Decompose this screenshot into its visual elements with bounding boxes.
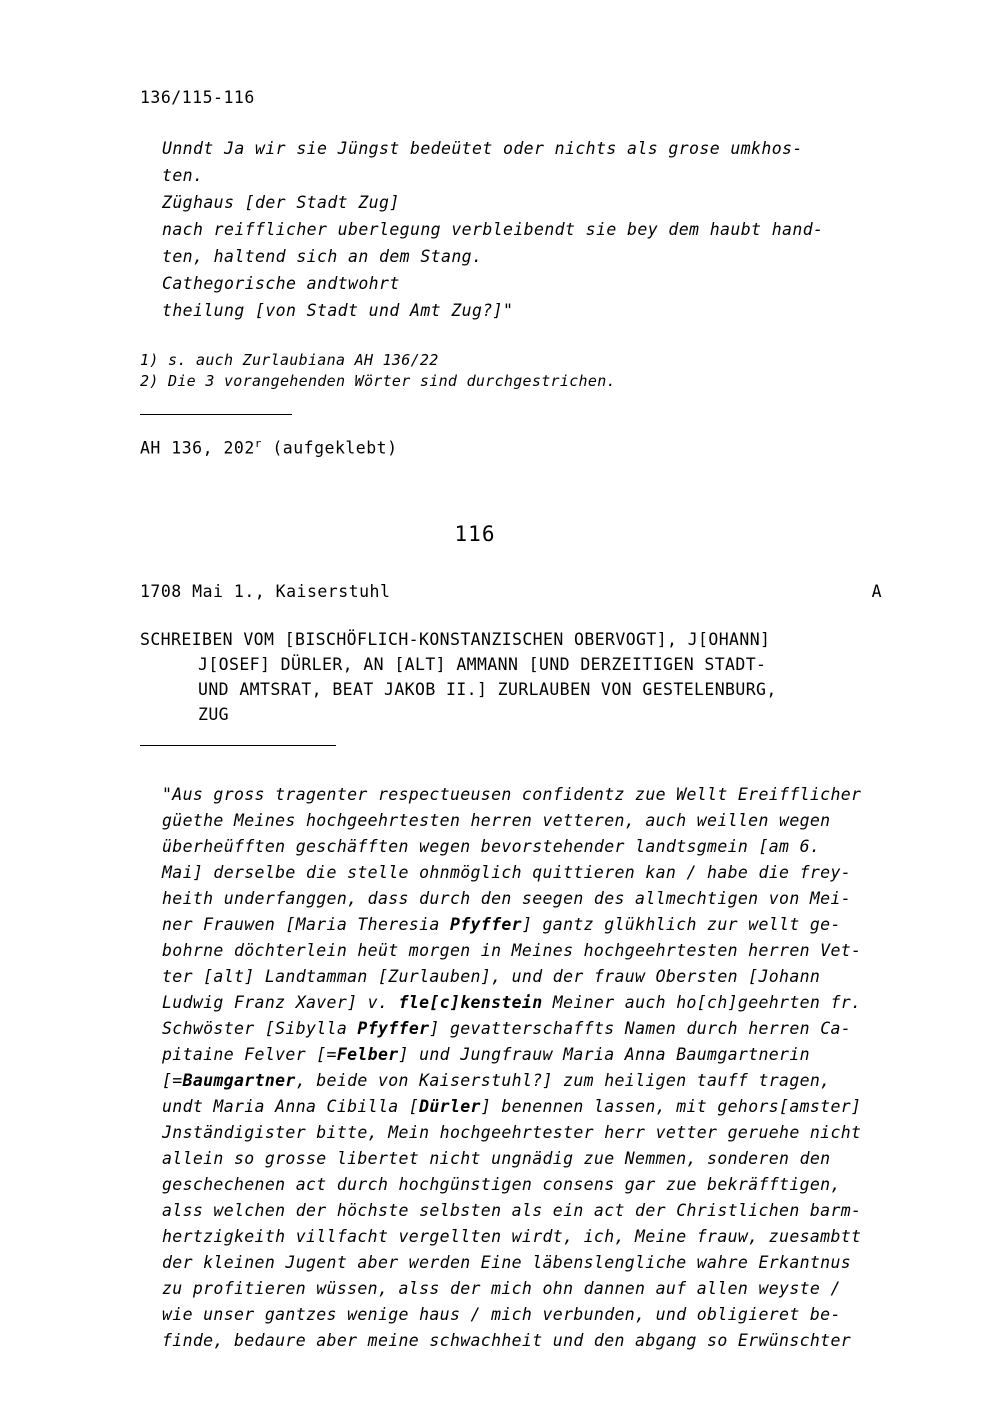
letter-line xyxy=(162,1016,900,1042)
date-place: 1708 Mai 1., Kaiserstuhl xyxy=(140,581,391,601)
source-superscript: r xyxy=(254,437,262,450)
letter-text: ] und Jungfrauw Maria Anna Baumgartnerin xyxy=(398,1044,810,1064)
quote-excerpt xyxy=(162,135,900,324)
letter-text: überheüfften geschäfften wegen bevorstehender landtsgmein [am 6. xyxy=(162,836,821,856)
letter-line xyxy=(162,834,900,860)
letter-line xyxy=(162,1328,900,1354)
source-suffix: (aufgeklebt) xyxy=(261,438,398,458)
letter-text: alss welchen der höchste selbsten als ein act der Christlichen barm- xyxy=(162,1200,862,1220)
letter-line xyxy=(162,1146,900,1172)
letter-line xyxy=(162,938,900,964)
letter-line xyxy=(162,1172,900,1198)
letter-text: ] gevatterschaffts Namen durch herren Ca- xyxy=(429,1018,852,1038)
letter-line xyxy=(162,1198,900,1224)
letter-line xyxy=(162,1094,900,1120)
letter-text: heith underfanggen, dass durch den seegen des allmechtigen von Mei- xyxy=(162,888,852,908)
title-line: UND AMTSRAT, BEAT JAKOB II.] ZURLAUBEN VON GESTELENBURG, xyxy=(198,679,777,699)
quote-line: ten. xyxy=(162,166,204,185)
quote-line: theilung [von Stadt und Amt Zug?]" xyxy=(162,301,514,320)
letter-text: wie unser gantzes wenige haus / mich verbunden, und obligieret be- xyxy=(162,1304,841,1324)
quote-line: Cathegorische andtwohrt xyxy=(162,274,400,293)
quote-line: ten, haltend sich an dem Stang. xyxy=(162,247,483,266)
letter-line xyxy=(162,886,900,912)
letter-text: ter [alt] Landtamman [Zurlauben], und der frauw Obersten [Johann xyxy=(162,966,821,986)
dateline xyxy=(140,582,900,601)
letter-text: [= xyxy=(162,1070,183,1090)
letter-text: Jnständigister bitte, Mein hochgeehrtester herr vetter geruehe nicht xyxy=(162,1122,862,1142)
letter-text: der kleinen Jugent aber werden Eine läbenslengliche wahre Erkantnus xyxy=(162,1252,852,1272)
letter-text: güethe Meines hochgeehrtesten herren vetteren, auch weillen wegen xyxy=(162,810,831,830)
document-title xyxy=(140,627,900,727)
letter-text: "Aus gross tragenter respectueusen confidentz zue Wellt Ereifflicher xyxy=(162,784,862,804)
letter-text: hertzigkeith villfacht vergellten wirdt, ich, Meine frauw, zuesambtt xyxy=(162,1226,862,1246)
letter-text: bohrne döchterlein heüt morgen in Meines hochgeehrtesten herren Vet- xyxy=(162,940,862,960)
letter-text: ] gantz glükhlich zur wellt ge- xyxy=(521,914,841,934)
letter-line xyxy=(162,1276,900,1302)
letter-text: , beide von Kaiserstuhl?] zum heiligen tauff tragen, xyxy=(295,1070,831,1090)
letter-line xyxy=(162,1068,900,1094)
emphasized-name: Pfyffer xyxy=(449,914,522,934)
emphasized-name: Dürler xyxy=(419,1096,481,1116)
letter-line xyxy=(162,1302,900,1328)
letter-text: zu profitieren wüssen, alss der mich ohn dannen auf allen weyste / xyxy=(162,1278,841,1298)
letter-text: pitaine Felver [= xyxy=(162,1044,337,1064)
footnote-item: 1) s. auch Zurlaubiana AH 136/22 xyxy=(140,351,439,369)
title-line: SCHREIBEN VOM [BISCHÖFLICH-KONSTANZISCHEN OBERVOGT], J[OHANN] xyxy=(140,629,771,649)
quote-line: Züghaus [der Stadt Zug] xyxy=(162,193,400,212)
emphasized-name: Baumgartner xyxy=(182,1070,296,1090)
letter-line xyxy=(162,1224,900,1250)
letter-text: Meiner auch ho[ch]geehrten fr. xyxy=(542,992,862,1012)
letter-line xyxy=(162,782,900,808)
letter-body xyxy=(162,782,900,1354)
footnote-block xyxy=(140,350,900,392)
letter-line xyxy=(162,1250,900,1276)
quote-line: nach reifflicher uberlegung verbleibendt sie bey dem haubt hand- xyxy=(162,220,824,239)
letter-text: undt Maria Anna Cibilla [ xyxy=(162,1096,420,1116)
quote-line: Unndt Ja wir sie Jüngst bedeütet oder nichts als grose umkhos- xyxy=(162,139,803,158)
letter-text: ] benennen lassen, mit gehors[amster] xyxy=(480,1096,862,1116)
source-prefix: AH 136, 202 xyxy=(140,438,255,458)
letter-line xyxy=(162,964,900,990)
footnote-item: 2) Die 3 vorangehenden Wörter sind durchgestrichen. xyxy=(140,372,616,390)
horizontal-rule xyxy=(140,745,336,746)
folio-reference: 136/115-116 xyxy=(140,88,255,107)
letter-text: ner Frauwen [Maria Theresia xyxy=(162,914,450,934)
source-reference xyxy=(140,437,900,458)
document-number: 116 xyxy=(454,521,496,546)
title-line: J[OSEF] DÜRLER, AN [ALT] AMMANN [UND DERZEITIGEN STADT- xyxy=(198,654,767,674)
letter-line xyxy=(162,912,900,938)
letter-text: Schwöster [Sibylla xyxy=(162,1018,358,1038)
title-line: ZUG xyxy=(198,704,230,724)
letter-text: Mai] derselbe die stelle ohnmöglich quittieren kan / habe die frey- xyxy=(162,862,852,882)
letter-text: allein so grosse libertet nicht ungnädig zue Nemmen, sonderen den xyxy=(162,1148,831,1168)
letter-line xyxy=(162,860,900,886)
letter-line xyxy=(162,1042,900,1068)
emphasized-name: Pfyffer xyxy=(357,1018,430,1038)
horizontal-rule xyxy=(140,414,292,415)
emphasized-name: Felber xyxy=(336,1044,399,1064)
letter-line xyxy=(162,808,900,834)
letter-text: Ludwig Franz Xaver] v. xyxy=(162,992,399,1012)
copy-marker: A xyxy=(871,581,882,601)
letter-text: finde, bedaure aber meine schwachheit und den abgang so Erwünschter xyxy=(162,1330,852,1350)
letter-text: geschechenen act durch hochgünstigen consens gar zue bekräfftigen, xyxy=(162,1174,841,1194)
emphasized-name: fle[c]kenstein xyxy=(398,992,543,1012)
letter-line xyxy=(162,1120,900,1146)
letter-line xyxy=(162,990,900,1016)
